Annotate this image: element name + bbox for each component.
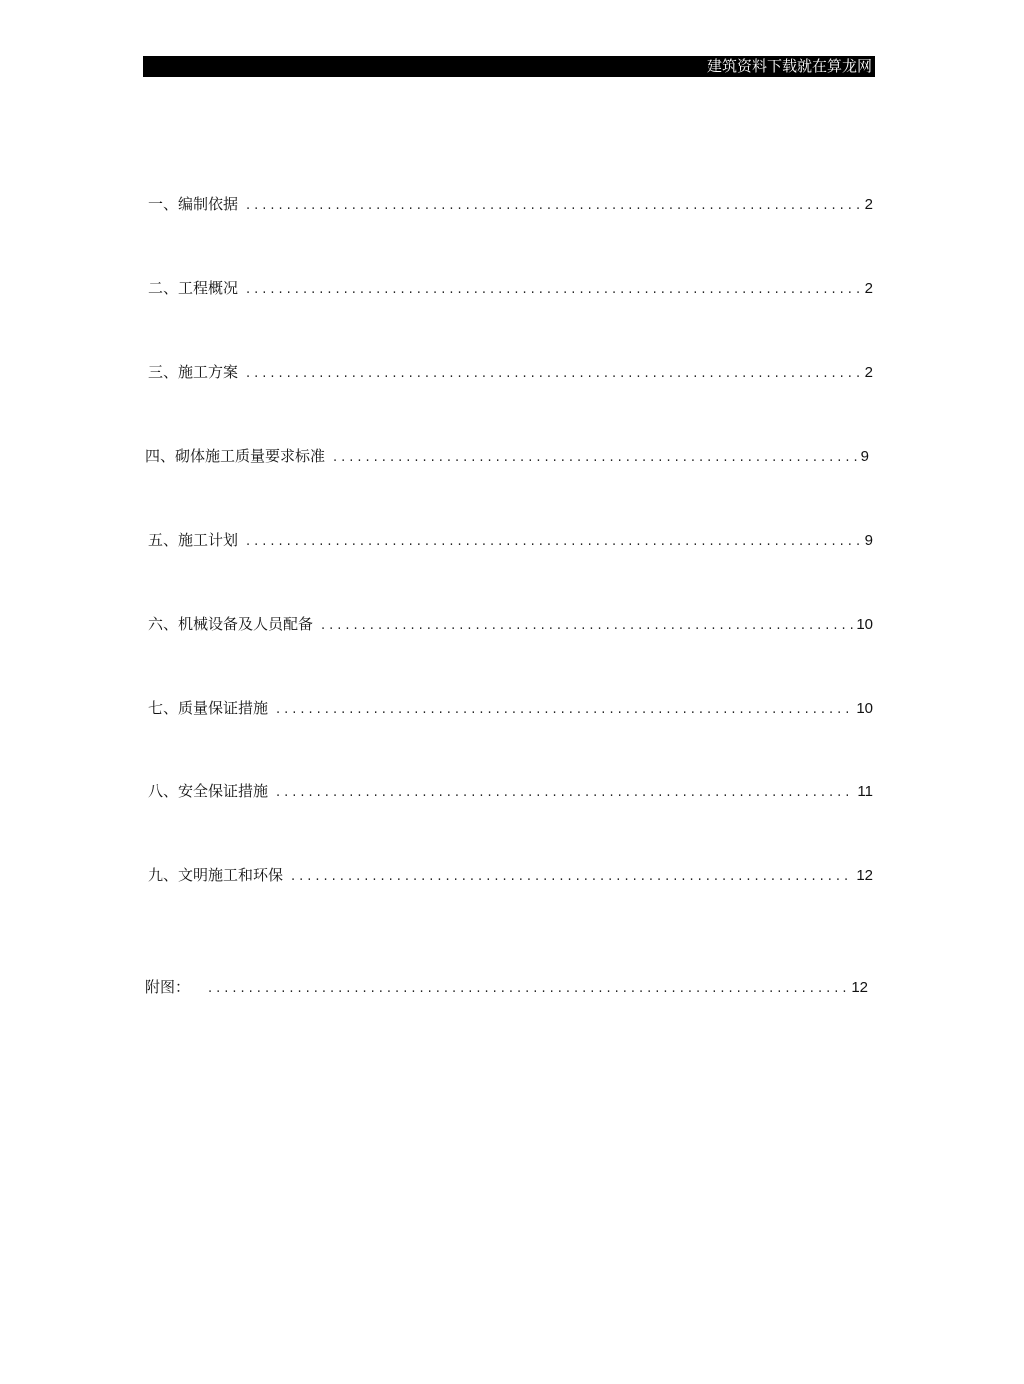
toc-entry-page: 11 [857,783,873,800]
toc-entry-title: 八、安全保证措施 [148,782,269,800]
toc-entry-2[interactable] [148,277,873,299]
toc-entry-title: 附图： [145,978,191,996]
toc-entry-title: 四、砌体施工质量要求标准 [145,447,326,465]
toc-entry-1[interactable] [148,193,873,215]
toc-dot-leader [246,531,862,553]
toc-entry-title: 三、施工方案 [148,363,239,381]
toc-dot-leader [208,978,848,1000]
toc-dot-leader [246,363,862,385]
toc-entry-page: 2 [864,280,873,297]
toc-dot-leader [246,279,862,301]
toc-dot-leader [246,195,862,217]
toc-entry-8[interactable] [148,780,873,802]
toc-entry-page: 2 [864,364,873,381]
toc-entry-page: 9 [864,532,873,549]
toc-entry-page: 2 [864,196,873,213]
toc-entry-page: 12 [851,979,868,996]
toc-entry-title: 一、编制依据 [148,195,239,213]
toc-entry-appendix[interactable] [145,976,868,998]
toc-entry-title: 五、施工计划 [148,531,239,549]
header-banner-text: 建筑资料下载就在算龙网 [706,57,872,75]
toc-dot-leader [276,782,854,804]
toc-dot-leader [321,615,853,637]
toc-entry-page: 10 [856,616,873,633]
toc-dot-leader [291,866,853,888]
toc-entry-3[interactable] [148,361,873,383]
toc-entry-page: 9 [860,448,869,465]
toc-dot-leader [276,699,853,721]
toc-entry-title: 六、机械设备及人员配备 [148,615,314,633]
toc-entry-5[interactable] [148,529,873,551]
toc-dot-leader [333,447,858,469]
toc-entry-7[interactable] [148,697,873,719]
toc-entry-9[interactable] [148,864,873,886]
toc-entry-page: 10 [856,700,873,717]
toc-entry-page: 12 [856,867,873,884]
toc-entry-4[interactable] [145,445,869,467]
toc-entry-title: 二、工程概况 [148,279,239,297]
toc-entry-title: 九、文明施工和环保 [148,866,284,884]
toc-entry-6[interactable] [148,613,873,635]
toc-entry-title: 七、质量保证措施 [148,699,269,717]
